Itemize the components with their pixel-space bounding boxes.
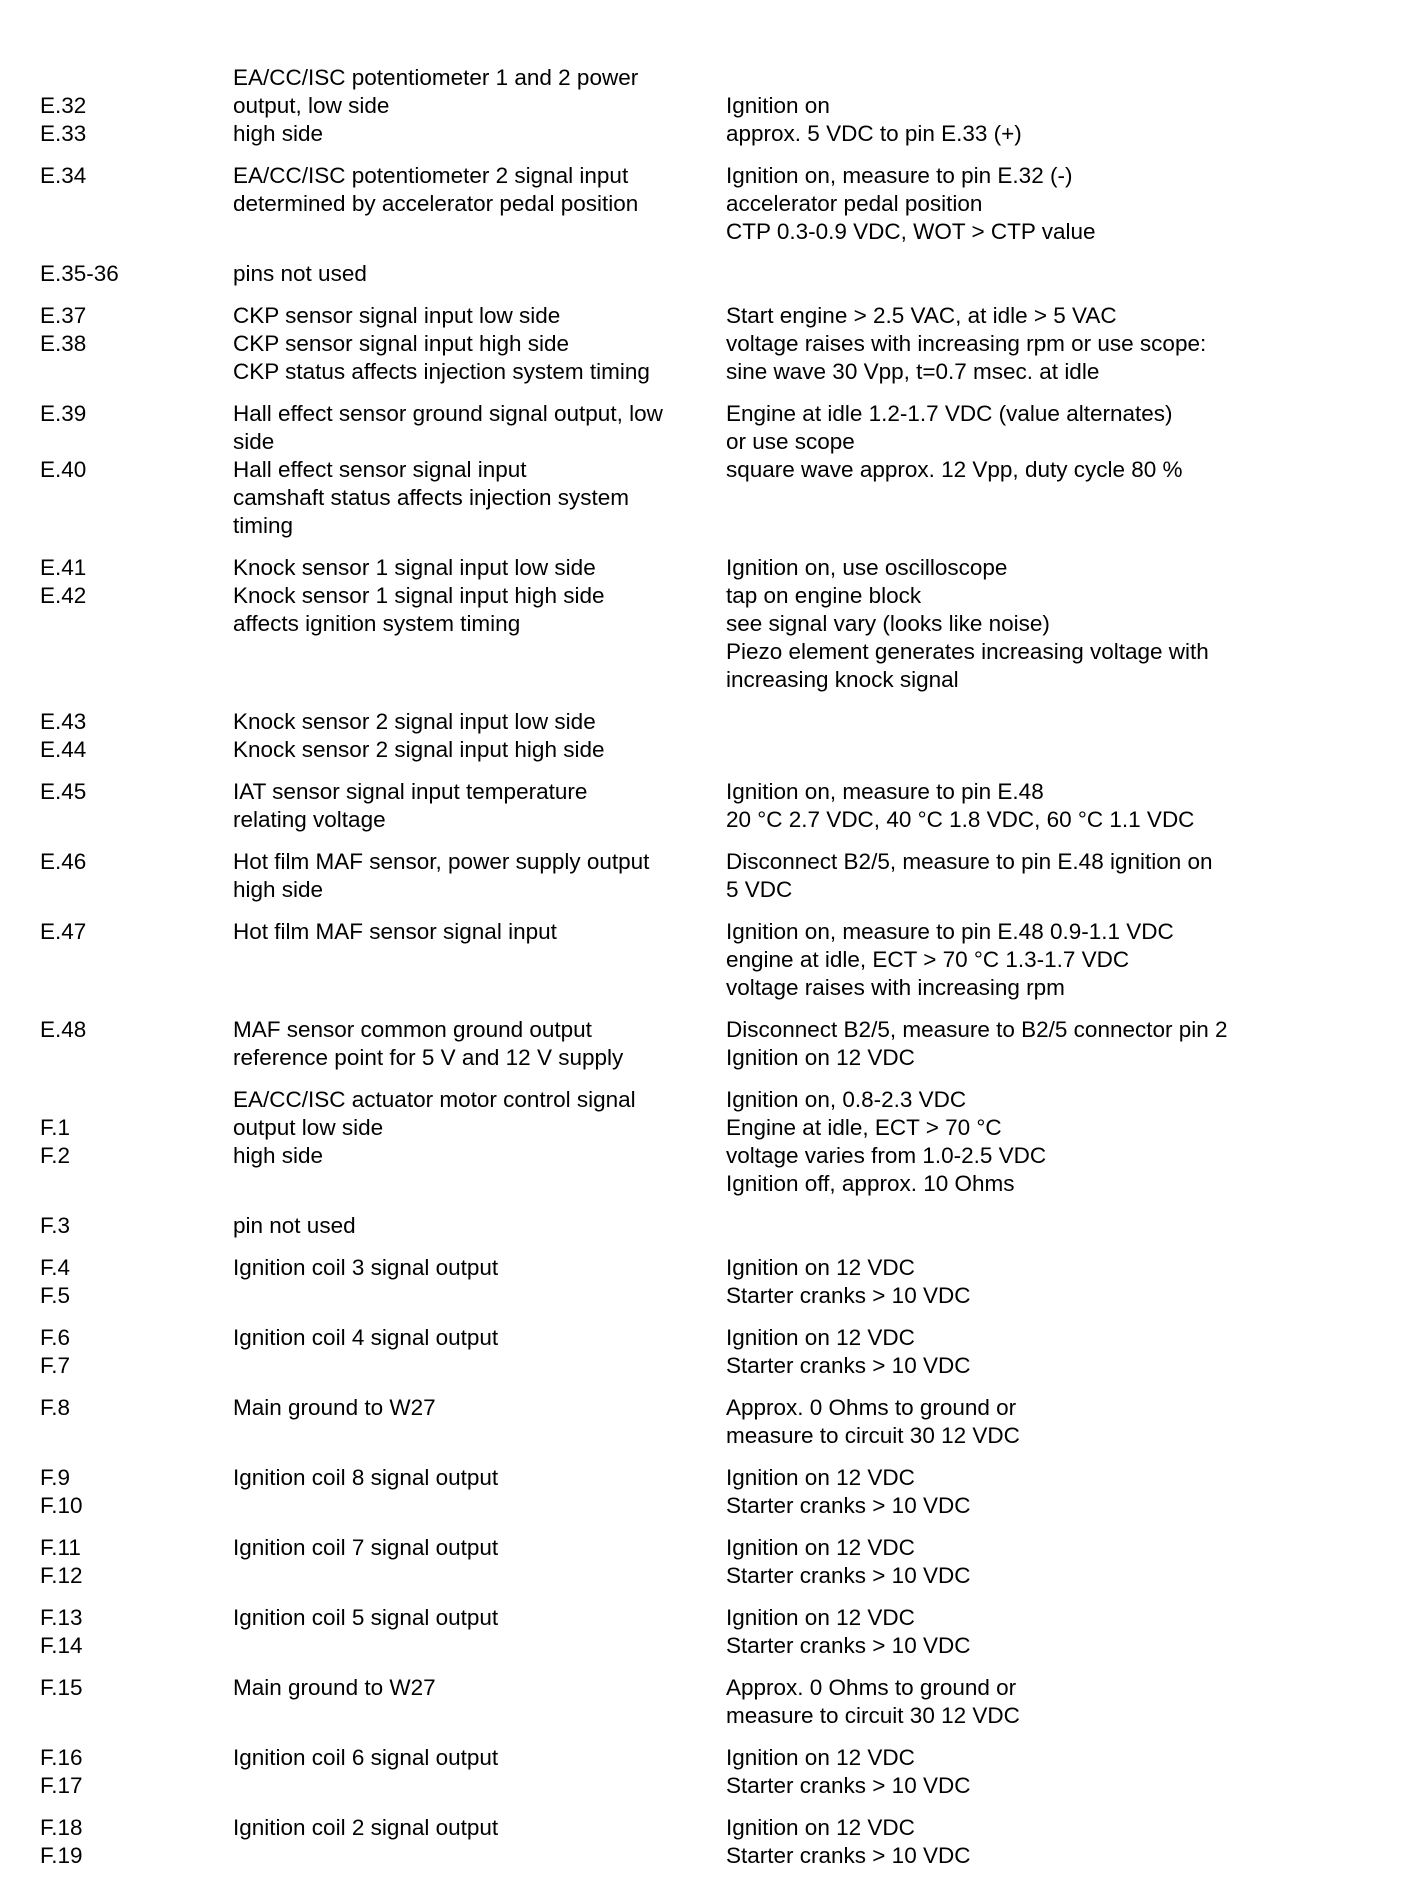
pin-numbers: F.18 F.19 (40, 1815, 83, 1868)
table-row (40, 1604, 1380, 1674)
test-condition: Disconnect B2/5, measure to B2/5 connector pin 2 Ignition on 12 VDC (726, 1017, 1228, 1070)
test-condition: Ignition on 12 VDC Starter cranks > 10 VDC (726, 1605, 971, 1658)
pin-description: Knock sensor 1 signal input low side Knock sensor 1 signal input high side affects ignition system timing (233, 555, 605, 636)
table-row (40, 1744, 1380, 1814)
test-condition: Ignition on 12 VDC Starter cranks > 10 VDC (726, 1535, 971, 1588)
pin-numbers: E.41 E.42 (40, 555, 87, 608)
test-condition: Ignition on 12 VDC Starter cranks > 10 VDC (726, 1815, 971, 1868)
pin-description: Ignition coil 5 signal output (233, 1605, 499, 1630)
pin-numbers: E.45 (40, 779, 87, 804)
test-condition: Ignition on 12 VDC Starter cranks > 10 VDC (726, 1745, 971, 1798)
pin-numbers: F.11 F.12 (40, 1535, 83, 1588)
test-condition: Ignition on, 0.8-2.3 VDC Engine at idle, ECT > 70 °C voltage varies from 1.0-2.5 VDC Ignition off, approx. 10 Ohms (726, 1087, 1047, 1196)
pin-numbers: F.3 (40, 1213, 71, 1238)
table-row (40, 260, 1380, 302)
table-row (40, 1394, 1380, 1464)
table-row (40, 1212, 1380, 1254)
pin-numbers: E.48 (40, 1017, 87, 1042)
pin-description: Ignition coil 8 signal output (233, 1465, 499, 1490)
pin-numbers: F.16 F.17 (40, 1745, 83, 1798)
pin-description: Hot film MAF sensor, power supply output high side (233, 849, 650, 902)
pin-numbers: F.6 F.7 (40, 1325, 71, 1378)
table-row (40, 64, 1380, 162)
pin-description: Main ground to W27 (233, 1675, 436, 1700)
test-condition: Ignition on, measure to pin E.32 (-) accelerator pedal position CTP 0.3-0.9 VDC, WOT > CTP value (726, 163, 1096, 244)
pin-numbers: F.1 F.2 (40, 1115, 71, 1168)
table-row (40, 1086, 1380, 1212)
pin-description: IAT sensor signal input temperature relating voltage (233, 779, 588, 832)
pin-numbers: E.32 E.33 (40, 93, 87, 146)
pin-test-table (40, 64, 1380, 1884)
table-row (40, 1464, 1380, 1534)
test-condition: Start engine > 2.5 VAC, at idle > 5 VAC voltage raises with increasing rpm or use scope: sine wave 30 Vpp, t=0.7 msec. at idle (726, 303, 1207, 384)
table-row (40, 918, 1380, 1016)
table-row (40, 1324, 1380, 1394)
pin-description: EA/CC/ISC actuator motor control signal output low side high side (233, 1087, 636, 1168)
table-row (40, 162, 1380, 260)
pin-numbers: E.47 (40, 919, 87, 944)
table-row (40, 848, 1380, 918)
pin-numbers: E.46 (40, 849, 87, 874)
pin-description: Ignition coil 3 signal output (233, 1255, 499, 1280)
test-condition: Engine at idle 1.2-1.7 VDC (value alternates) or use scope square wave approx. 12 Vpp, duty cycle 80 % (726, 401, 1183, 482)
test-condition: Approx. 0 Ohms to ground or measure to circuit 30 12 VDC (726, 1675, 1020, 1728)
pin-numbers: E.34 (40, 163, 87, 188)
pin-description: Hall effect sensor ground signal output, low side Hall effect sensor signal input camshaft status affects injection system timing (233, 401, 663, 538)
pin-numbers: F.15 (40, 1675, 83, 1700)
test-condition: Ignition on, use oscilloscope tap on engine block see signal vary (looks like noise) Piezo element generates increasing voltage with increasing knock signal (726, 555, 1209, 692)
pin-description: EA/CC/ISC potentiometer 2 signal input determined by accelerator pedal position (233, 163, 639, 216)
table-row (40, 1534, 1380, 1604)
table-row (40, 1674, 1380, 1744)
pin-numbers: F.9 F.10 (40, 1465, 83, 1518)
table-row (40, 1016, 1380, 1086)
pin-numbers: F.4 F.5 (40, 1255, 71, 1308)
pin-description: EA/CC/ISC potentiometer 1 and 2 power output, low side high side (233, 65, 639, 146)
pin-numbers: E.35-36 (40, 261, 119, 286)
pin-numbers: E.39 E.40 (40, 401, 87, 482)
pin-description: MAF sensor common ground output reference point for 5 V and 12 V supply (233, 1017, 624, 1070)
pin-description: CKP sensor signal input low side CKP sensor signal input high side CKP status affects injection system timing (233, 303, 650, 384)
test-condition: Ignition on 12 VDC Starter cranks > 10 VDC (726, 1325, 971, 1378)
pin-numbers: E.43 E.44 (40, 709, 87, 762)
test-condition: Ignition on, measure to pin E.48 0.9-1.1 VDC engine at idle, ECT > 70 °C 1.3-1.7 VDC voltage raises with increasing rpm (726, 919, 1174, 1000)
test-condition: Approx. 0 Ohms to ground or measure to circuit 30 12 VDC (726, 1395, 1020, 1448)
pin-description: Hot film MAF sensor signal input (233, 919, 557, 944)
test-condition: Ignition on approx. 5 VDC to pin E.33 (+) (726, 93, 1022, 146)
table-row (40, 1254, 1380, 1324)
pin-description: Ignition coil 7 signal output (233, 1535, 499, 1560)
test-condition: Ignition on, measure to pin E.48 20 °C 2.7 VDC, 40 °C 1.8 VDC, 60 °C 1.1 VDC (726, 779, 1195, 832)
pin-description: Main ground to W27 (233, 1395, 436, 1420)
table-row (40, 302, 1380, 400)
table-row (40, 400, 1380, 554)
test-condition: Disconnect B2/5, measure to pin E.48 ignition on 5 VDC (726, 849, 1213, 902)
pin-numbers: F.13 F.14 (40, 1605, 83, 1658)
pin-description: Ignition coil 4 signal output (233, 1325, 499, 1350)
pin-description: pins not used (233, 261, 367, 286)
table-row (40, 1814, 1380, 1884)
test-condition: Ignition on 12 VDC Starter cranks > 10 VDC (726, 1465, 971, 1518)
pin-description: Knock sensor 2 signal input low side Knock sensor 2 signal input high side (233, 709, 605, 762)
table-row (40, 708, 1380, 778)
table-row (40, 554, 1380, 708)
pin-description: Ignition coil 6 signal output (233, 1745, 499, 1770)
pin-description: pin not used (233, 1213, 356, 1238)
test-condition: Ignition on 12 VDC Starter cranks > 10 VDC (726, 1255, 971, 1308)
pin-description: Ignition coil 2 signal output (233, 1815, 499, 1840)
pin-numbers: E.37 E.38 (40, 303, 87, 356)
table-row (40, 778, 1380, 848)
pin-numbers: F.8 (40, 1395, 71, 1420)
